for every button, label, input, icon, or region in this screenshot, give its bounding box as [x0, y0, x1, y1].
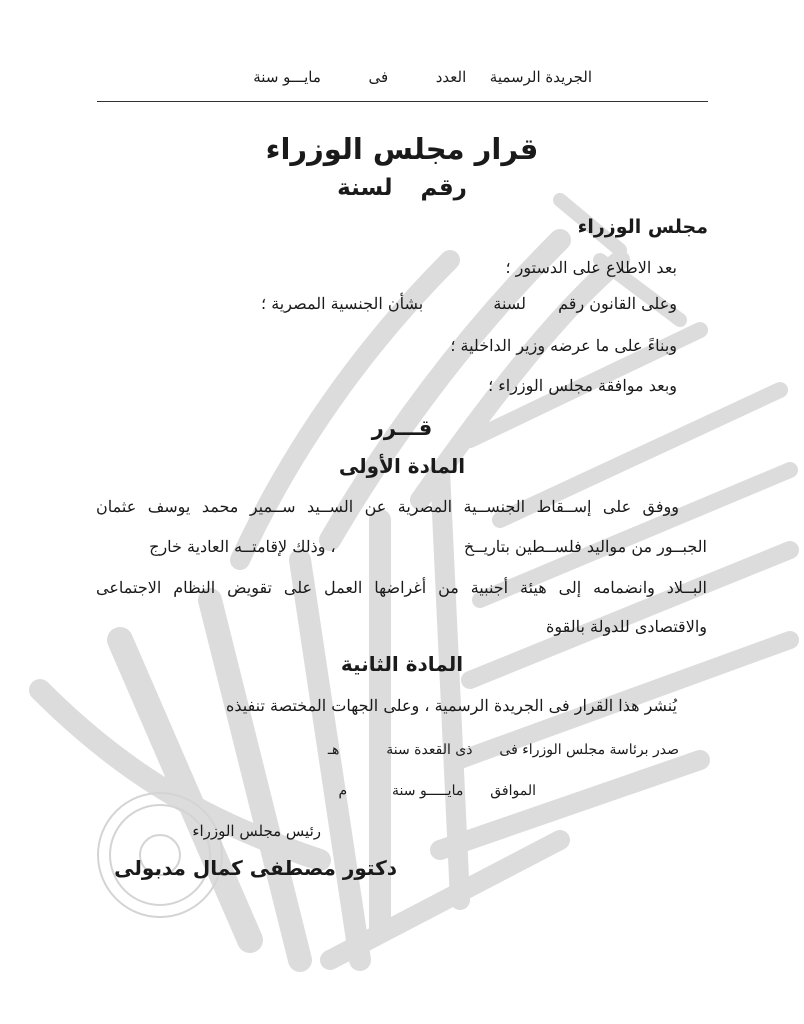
council-heading: مجلس الوزراء — [577, 216, 708, 238]
corresponding-label: الموافق — [490, 783, 536, 799]
article-1-line-2 — [96, 537, 707, 556]
issued-place: صدر برئاسة مجلس الوزراء فى — [499, 742, 679, 758]
pm-name: دكتور مصطفى كمال مدبولى — [114, 856, 397, 880]
preamble-line-3: وبناءً على ما عرضه وزير الداخلية ؛ — [450, 336, 677, 355]
corresponding-era: م — [338, 783, 348, 799]
preamble-law-year: لسنة — [493, 294, 526, 313]
header-month: مايـــو سنة — [253, 68, 321, 86]
article-1-line-4: والاقتصادى للدولة بالقوة — [545, 617, 707, 636]
decree-number-line — [0, 175, 804, 201]
article-2-line-1: يُنشر هذا القرار فى الجريدة الرسمية ، وعلى الجهات المختصة تنفيذه — [225, 696, 677, 715]
gazette-header — [240, 68, 592, 86]
pm-title: رئيس مجلس الوزراء — [192, 822, 321, 840]
article-1-line-3: البــلاد وانضمامه إلى هيئة أجنبية من أغراضها العمل على تقويض النظام الاجتماعى — [96, 578, 707, 597]
corresponding-line — [338, 783, 536, 799]
article-1-residence: ، وذلك لإقامتــه العادية خارج — [149, 537, 336, 556]
article-1-line-1: ووفق على إســقاط الجنســية المصرية عن الســيد ســمير محمد يوسف عثمان — [96, 497, 679, 516]
article-1-birth: الجبــور من مواليد فلســطين بتاريــخ — [463, 537, 707, 556]
header-divider — [97, 101, 708, 102]
article-2-title: المادة الثانية — [340, 652, 464, 676]
preamble-line-2 — [261, 294, 677, 313]
issued-line — [328, 742, 679, 758]
decided-heading: قـــرر — [371, 416, 433, 440]
header-gazette: الجريدة الرسمية — [489, 68, 592, 86]
preamble-law-number: وعلى القانون رقم — [558, 294, 677, 313]
decree-number-label: رقم — [420, 175, 467, 201]
header-issue: العدد — [435, 68, 467, 86]
preamble-line-1: بعد الاطلاع على الدستور ؛ — [505, 258, 677, 277]
article-1-title: المادة الأولى — [338, 454, 466, 478]
header-in: فى — [368, 68, 389, 86]
issued-hijri-era: هـ — [327, 742, 340, 758]
preamble-line-4: وبعد موافقة مجلس الوزراء ؛ — [488, 376, 677, 395]
preamble-law-subject: بشأن الجنسية المصرية ؛ — [261, 294, 424, 313]
decree-year-label: لسنة — [337, 175, 393, 201]
decree-title: قرار مجلس الوزراء — [265, 132, 539, 166]
corresponding-month: مايـــــو سنة — [392, 783, 464, 799]
issued-hijri-month: ذى القعدة سنة — [386, 742, 473, 758]
